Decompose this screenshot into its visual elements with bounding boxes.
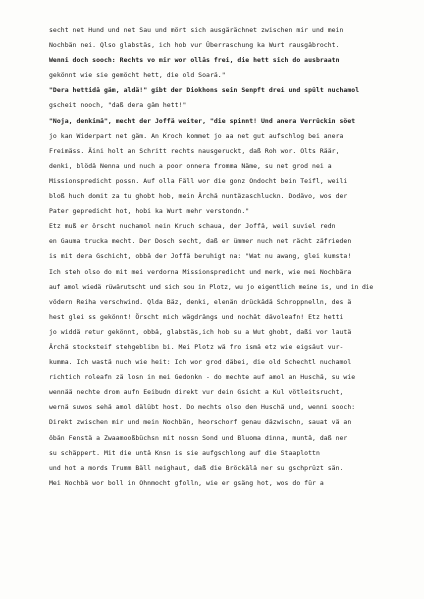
text-line: "Dera hettidä gäm, aldä!" gibt der Diokhons sein Senpft drei und spült nuchamol [49,86,360,95]
text-line: Nochbän nei. Qlso glabstäs, ich hob vur Überraschung ka Wurt rausgäbrocht. [49,41,340,50]
text-line: bloß huch domit za tu ghobt hob, mein Ärchä nuntäzaschluckn. Dodävo, wos der [49,192,348,201]
text-line: Missionspredicht possn. Auf olla Fäll wor die gonz Ondocht bein Teifl, weili [49,176,348,185]
text-line: kumma. Ich wastä nuch wie heit: Ich wor grod däbei, die old Schechtl nuchamol [49,358,352,367]
text-line: jo widdä retur gekönnt, obbä, glabstäs,ich hob su a Wut ghobt, daßi vor lautä [49,327,352,336]
text-line: Ärchä stocksteif stehgeblibn bi. Mei Plotz wä fro ismä etz wie eigsäut vur- [49,342,344,351]
text-line: jo kan Widerpart net gäm. An Kroch kommet jo aa net gut aufschlog bei anera [49,131,344,140]
text-line: gscheit nooch, "daß dera gäm hett!" [49,101,187,110]
text-line: Mei Nochbä wor boll in Ohnmocht gfolln, wie er gsäng hot, wos do für a [49,478,324,487]
text-line: Wenni doch sooch: Rechts vo mir wor olläs frei, die hett sich do ausbraatn [49,56,340,65]
text-line: Pater gepredicht hot, hobi ka Wurt mehr verstondn." [49,207,250,216]
text-line: Etz muß er örscht nuchamol nein Kruch schaua, der Joffä, weil suviel redn [49,222,336,231]
text-line: und hot a mords Trumm Bäll neighaut, daß die Bröckälä ner su gschprüzt sän. [49,463,344,472]
text-line: "Noja, denkimä", mecht der Joffä weiter, "die spinnt! Und anera Verrückin söet [49,116,356,125]
document-body [49,23,419,491]
text-line: wennää nechte drom aufn Eeibudn direkt vur dein Gsicht a Kul vötleitsrucht, [49,388,344,397]
text-line: wernä suwos sehä amol dälübt host. Do mechts olso den Huschä und, wenni sooch: [49,403,356,412]
text-line: is mit dera Gschicht, obbä der Joffä beruhigt na: "Wat nu awang, glei kumsta! [49,252,352,261]
text-line: secht net Hund und net Sau und mört sich ausgärächnet zwischen mir und mein [49,26,344,34]
text-line: richtich roleafn zä losn in mei Gedonkn - do mechte auf amol an Huschä, su wie [49,373,356,382]
text-line: hest glei ss gekönnt! Örscht mich wägdrängs und nochät dävoleafn! Etz hetti [49,312,344,321]
text-line: öbän Fenstä a Zwaamooßbüchsn mit nossn Sond und Bluoma dinna, muntä, daß ner [49,433,348,442]
text-line: vödern Reiha verschwind. Qlda Bäz, denki, elenän drückädä Schroppnelln, des ä [49,297,352,306]
text-line: Freimäss. Äini holt an Schritt rechts nausgeruckt, daß Roh wor. Olts Räär, [49,146,340,155]
text-line: en Gauma trucka mecht. Der Dosch secht, daß er ümmer nuch net rächt zäfrieden [49,237,352,246]
text-line: denki, blödä Nenna und nuch a poor onnera fromma Näme, su net grod nei a [49,161,332,170]
text-line: su schäppert. Mit die untä Knsn is sie aufgschlong auf die Staaplottn [49,448,320,457]
text-line: gekönnt wie sie gemöcht hett, die old Soarä." [49,71,226,80]
text-line: auf amol wiedä rüwärutscht und sich sou in Plotz, wu jo eigentlich meine is, und in die [49,282,374,291]
text-line: Ich steh olso do mit mei verdorna Missionspredicht und merk, wie mei Nochbära [49,267,352,276]
text-line: Direkt zwischen mir und mein Nochbän, heorschorf genau däzwischn, sauat vä an [49,418,352,427]
